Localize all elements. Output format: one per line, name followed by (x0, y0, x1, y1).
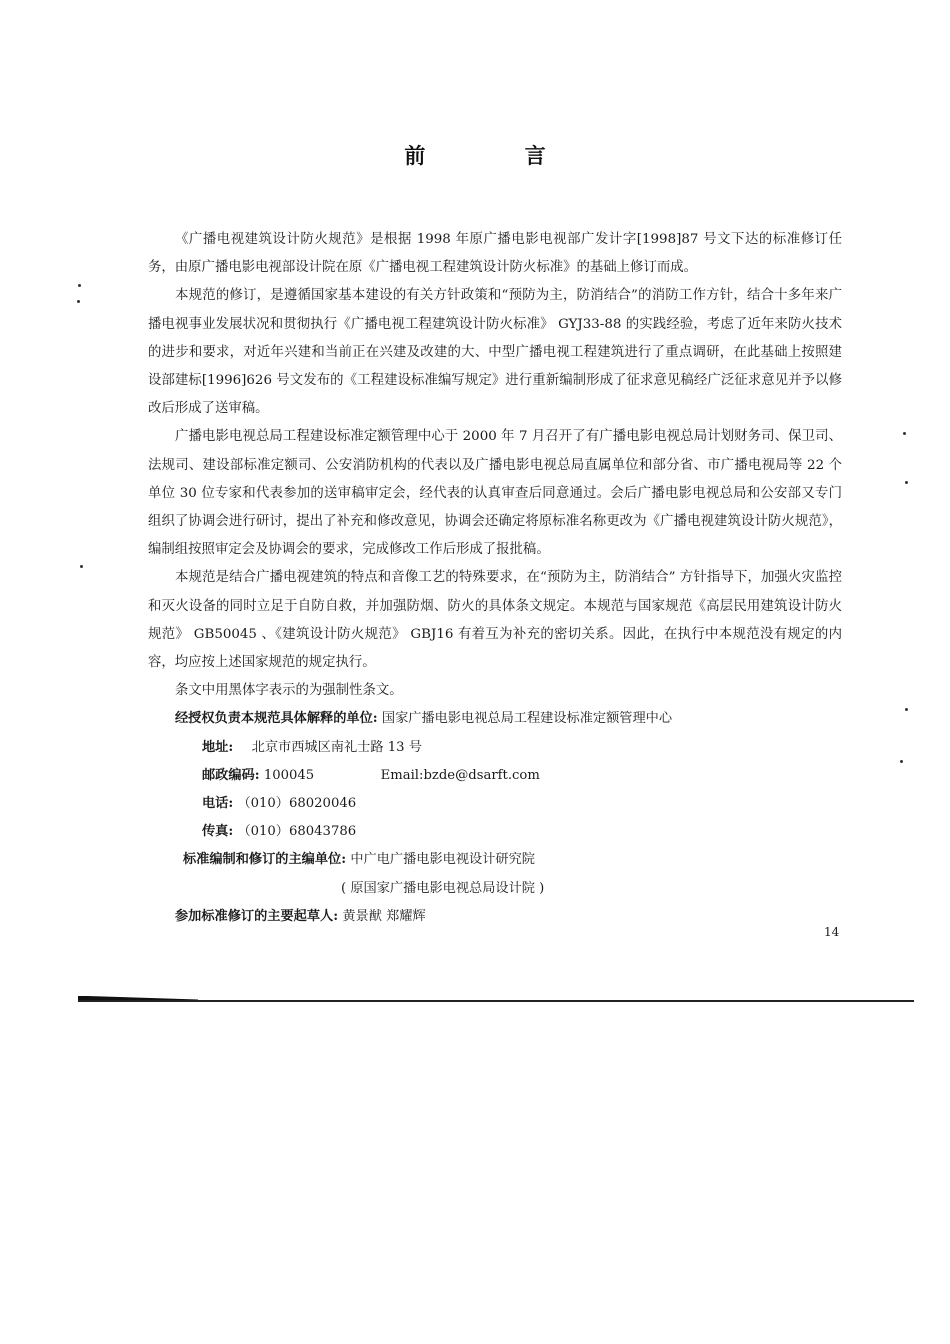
drafters-line (148, 903, 842, 931)
scan-speck (80, 565, 83, 568)
authority-label: 经授权负责本规范具体解释的单位: (175, 711, 378, 727)
paragraph-1: 《广播电视建筑设计防火规范》是根据 1998 年原广播电影电视部广发计字[1998]87 号文下达的标准修订任务，由原广播电影电视部设计院在原《广播电视工程建筑设计防火标准》的基础上修订而成。 (148, 232, 842, 276)
address-line (148, 734, 842, 762)
phone-line (148, 790, 842, 818)
editor-label: 标准编制和修订的主编单位: (183, 852, 347, 868)
scan-speck (900, 760, 903, 763)
scan-speck (905, 481, 908, 484)
paragraph-5: 条文中用黑体字表示的为强制性条文。 (175, 683, 403, 699)
paragraph-3: 广播电影电视总局工程建设标准定额管理中心于 2000 年 7 月召开了有广播电影电视总局计划财务司、保卫司、法规司、建设部标准定额司、公安消防机构的代表以及广播电影电视总局直属单位和部分省、市广播电视局等 22 个单位 30 位专家和代表参加的送审稿审定会，经代表的认真审查后同意通过。会后广播电影电视总局和公安部又专门组织了协调会进行研讨，提出了补充和修改意见，协调会还确定将原标准名称更改为《广播电视建筑设计防火规范》，编制组按照审定会及协调会的要求，完成修改工作后形成了报批稿。 (148, 429, 842, 558)
scan-speck (903, 432, 906, 435)
footer-rule (78, 1000, 914, 1002)
address-label: 地址: (202, 739, 234, 755)
drafters-value: 黄景猷 郑耀辉 (342, 908, 426, 924)
authority-value: 国家广播电影电视总局工程建设标准定额管理中心 (381, 711, 673, 727)
email-value: Email:bzde@dsarft.com (380, 767, 540, 783)
page-title: 前 言 (404, 144, 592, 168)
preface-body (148, 226, 842, 931)
scan-speck (78, 284, 81, 287)
scan-speck (905, 708, 908, 711)
postcode-label: 邮政编码: (202, 767, 260, 783)
scan-speck (77, 300, 80, 303)
fax-label: 传真: (202, 824, 234, 840)
editor-note: ( 原国家广播电影电视总局设计院 ) (341, 880, 545, 896)
page-number: 14 (824, 925, 840, 939)
phone-value: （010）68020046 (237, 796, 357, 812)
phone-label: 电话: (202, 796, 234, 812)
authority-line (148, 705, 842, 733)
editor-value: 中广电广播电影电视设计研究院 (350, 852, 535, 868)
address-value: 北京市西城区南礼士路 13 号 (251, 739, 422, 755)
fax-line (148, 818, 842, 846)
paragraph-4: 本规范是结合广播电视建筑的特点和音像工艺的特殊要求，在“预防为主，防消结合” 方针指导下，加强火灾监控和灭火设备的同时立足于自防自救，并加强防烟、防火的具体条文规定。本规范与国家规范《高层民用建筑设计防火规范》 GB50045 、《建筑设计防火规范》 GBJ16 有着互为补充的密切关系。因此，在执行中本规范没有规定的内容，均应按上述国家规范的规定执行。 (148, 570, 842, 671)
fax-value: （010）68043786 (237, 824, 357, 840)
drafters-label: 参加标准修订的主要起草人: (175, 908, 339, 924)
editor-line (148, 846, 842, 874)
paragraph-2: 本规范的修订，是遵循国家基本建设的有关方针政策和“预防为主，防消结合”的消防工作方针，结合十多年来广播电视事业发展状况和贯彻执行《广播电视工程建筑设计防火标准》 GYJ33-88 的实践经验，考虑了近年来防火技术的进步和要求，对近年兴建和当前正在兴建及改建的大、中型广播电视工程建筑进行了重点调研，在此基础上按照建设部建标[1996]626 号文发布的《工程建设标准编写规定》进行重新编制形成了征求意见稿经广泛征求意见并予以修改后形成了送审稿。 (148, 288, 842, 417)
postcode-value: 100045 (263, 767, 315, 783)
postcode-line (148, 762, 842, 790)
